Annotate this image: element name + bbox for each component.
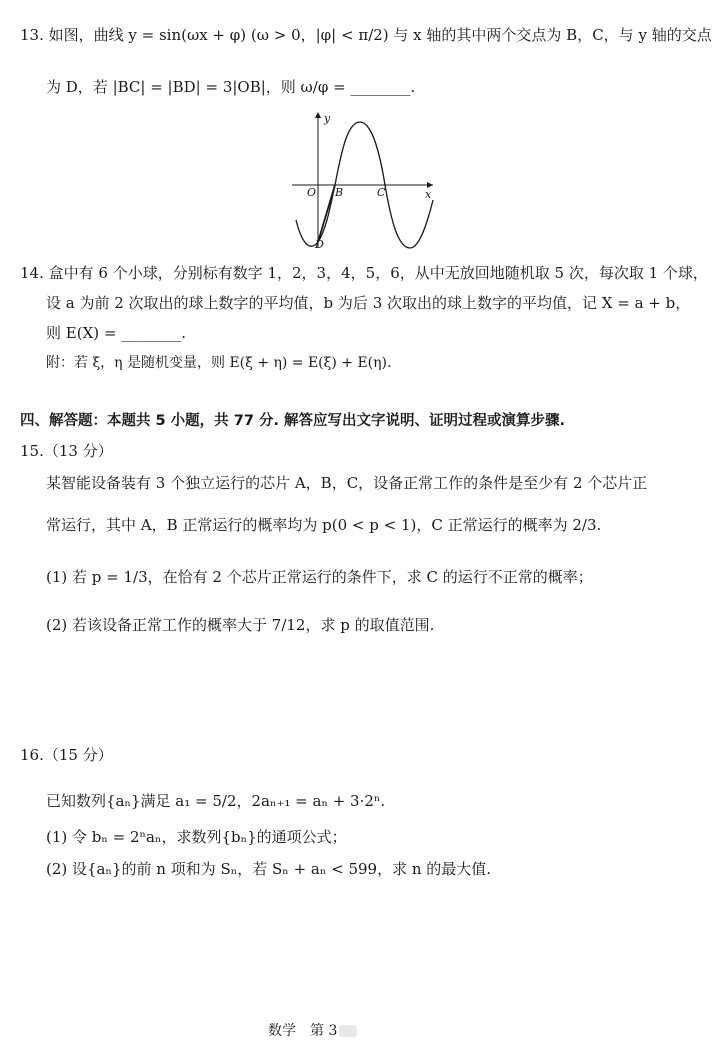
q13-line-1: 13. 如图，曲线 y = sin(ωx + φ) (ω > 0，|φ| < π/2) 与 x 轴的其中两个交点为 B，C，与 y 轴的交点	[20, 26, 712, 44]
q15-line-2: 常运行，其中 A，B 正常运行的概率均为 p(0 < p < 1)，C 正常运行的概率为 2/3.	[46, 516, 602, 534]
label-d: D	[315, 238, 324, 250]
q15-header: 15.（13 分）	[20, 442, 113, 460]
q15-line-1: 某智能设备装有 3 个独立运行的芯片 A，B，C，设备正常工作的条件是至少有 2 个芯片正	[46, 474, 648, 492]
redacted-mark	[339, 1025, 357, 1037]
label-b: B	[335, 186, 344, 199]
page-footer	[268, 1020, 357, 1040]
q14-line-1: 14. 盒中有 6 个小球，分别标有数字 1，2，3，4，5，6，从中无放回地随机取 5 次，每次取 1 个球，	[20, 264, 708, 282]
q16-part-1: (1) 令 bₙ = 2ⁿaₙ，求数列{bₙ}的通项公式；	[46, 828, 347, 846]
q13-line-2: 为 D，若 |BC| = |BD| = 3|OB|，则 ω/φ = ________.	[46, 78, 416, 96]
label-x: x	[425, 188, 432, 201]
label-c: C	[377, 186, 386, 199]
segment-bd	[318, 185, 335, 242]
q15-part-2: (2) 若该设备正常工作的概率大于 7/12，求 p 的取值范围.	[46, 616, 435, 634]
label-o: O	[307, 186, 317, 199]
q14-line-3: 则 E(X) = ________.	[46, 324, 186, 342]
q15-part-1: (1) 若 p = 1/3，在恰有 2 个芯片正常运行的条件下，求 C 的运行不正常的概率；	[46, 568, 593, 586]
sine-curve-graph	[288, 108, 438, 250]
q16-line-1: 已知数列{aₙ}满足 a₁ = 5/2，2aₙ₊₁ = aₙ + 3·2ⁿ.	[46, 792, 386, 810]
q14-line-2: 设 a 为前 2 次取出的球上数字的平均值，b 为后 3 次取出的球上数字的平均值，记 X = a + b，	[46, 294, 691, 312]
footer-text: 数学 第 3	[268, 1023, 338, 1039]
section-4-title: 四、解答题：本题共 5 小题，共 77 分. 解答应写出文字说明、证明过程或演算步骤.	[20, 413, 566, 429]
q14-note: 附：若 ξ，η 是随机变量，则 E(ξ + η) = E(ξ) + E(η).	[46, 355, 392, 371]
q16-header: 16.（15 分）	[20, 746, 113, 764]
q16-part-2: (2) 设{aₙ}的前 n 项和为 Sₙ，若 Sₙ + aₙ < 599，求 n 的最大值.	[46, 860, 492, 878]
y-axis-arrow	[315, 112, 321, 118]
label-y: y	[324, 112, 331, 125]
